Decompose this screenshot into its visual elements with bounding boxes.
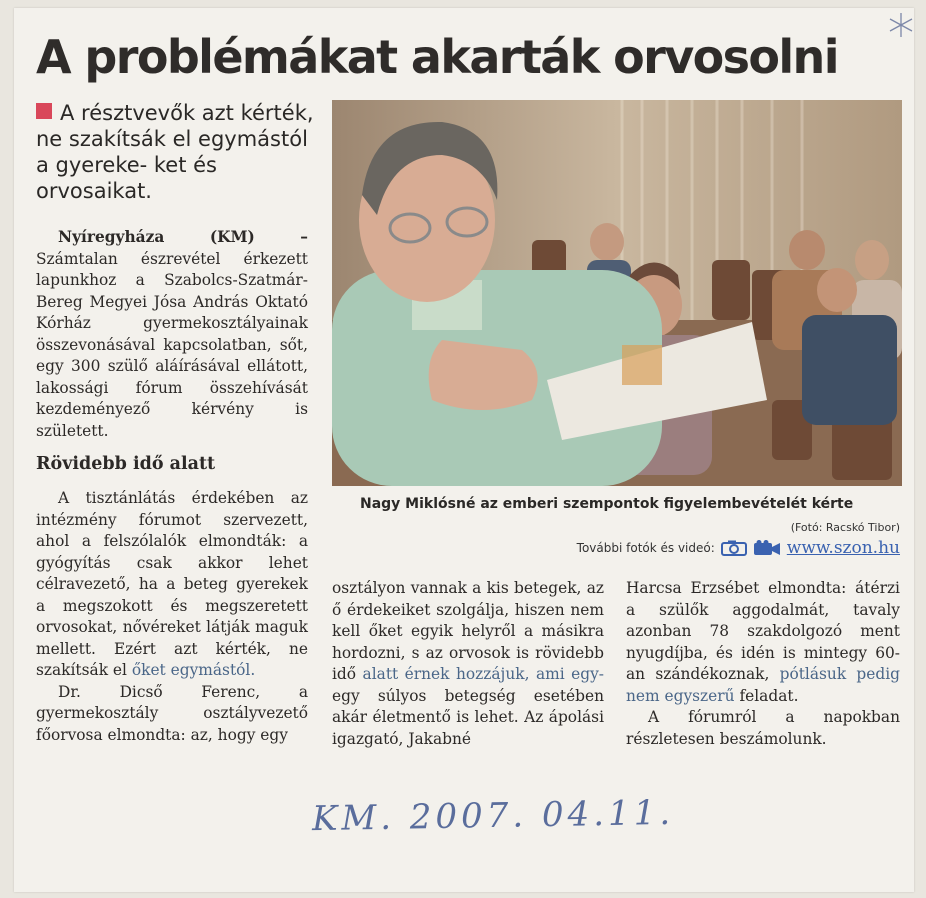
- more-media-link[interactable]: [577, 538, 900, 558]
- col3-highlighted: pótlásuk pedig nem egyszerű: [626, 665, 900, 705]
- lead-paragraph: [36, 100, 326, 204]
- highlighted-text-1: őket egymástól.: [131, 661, 256, 679]
- intro-text: Számtalan észrevétel érkezett lapunkhoz a Szabolcs-Szatmár-Bereg Megyei Jósa András Oktató Kórház gyermekosztályainak összevonásával kapcsolatban, sőt, egy 300 szülő aláírásával ellátott, lakossági fórum összehívását kezdeményező kérvény is született.: [36, 249, 308, 440]
- article-photo: [332, 100, 902, 486]
- more-media-label: További fotók és videó:: [576, 541, 715, 555]
- website-link[interactable]: www.szon.hu: [786, 538, 900, 558]
- body-text-2: Dr. Dicső Ferenc, a gyermekosztály osztályvezető főorvosa elmondta: az, hogy egy: [36, 682, 308, 744]
- subheading: Rövidebb idő alatt: [36, 454, 216, 474]
- column-2: [332, 578, 604, 750]
- col2-highlighted: alatt érnek hozzájuk, ami egy-: [362, 665, 604, 683]
- red-square-icon: [36, 103, 52, 119]
- headline: A problémákat akarták orvosolni: [36, 30, 838, 84]
- handwritten-date-note: KM. 2007. 04.11.: [311, 792, 675, 840]
- column-1-intro: [36, 227, 308, 442]
- photo-credit: (Fotó: Racskó Tibor): [790, 521, 900, 534]
- col3-closing: A fórumról a napokban részletesen beszámolunk.: [626, 708, 900, 748]
- col3-text-a: Harcsa Erzsébet elmondta: átérzi a szülők aggodalmát, tavaly azonban 78 szakdolgozó ment nyugdíjba, és idén is mintegy 60-an szándékoznak,: [626, 579, 900, 683]
- col2-text-c: egy súlyos betegség esetében akár életmentő is lehet. Az ápolási igazgató, Jakabné: [332, 686, 604, 748]
- photo-caption: Nagy Miklósné az emberi szempontok figyelembevételét kérte: [360, 496, 854, 512]
- column-3: [626, 578, 900, 750]
- column-1-body: [36, 488, 308, 746]
- video-camera-icon[interactable]: [753, 540, 781, 556]
- col3-text-c: feladat.: [739, 686, 799, 705]
- lead-text: A résztvevők azt kérték, ne szakítsák el egymástól a gyereke- ket és orvosaikat.: [36, 101, 314, 203]
- col2-text-a: osztályon vannak a kis betegek, az ő érdekeiket szolgálja, hiszen nem kell őket egyik helyről a másikra hordozni, s az orvosok is rövidebb idő: [332, 579, 604, 683]
- body-text-1: A tisztánlátás érdekében az intézmény fórumot szervezett, ahol a felszólalók elmondták: a gyógyítás csak akkor lehet célravezető, ha a beteg gyerekek a megszokott és megszeretett orvosokat, nővéreket látják maguk mellett. Ezért azt kérték, ne szakítsák el: [36, 489, 308, 679]
- photo-illustration: [332, 100, 902, 486]
- camera-icon[interactable]: [721, 540, 747, 556]
- dateline: Nyíregyháza (KM) –: [58, 228, 308, 246]
